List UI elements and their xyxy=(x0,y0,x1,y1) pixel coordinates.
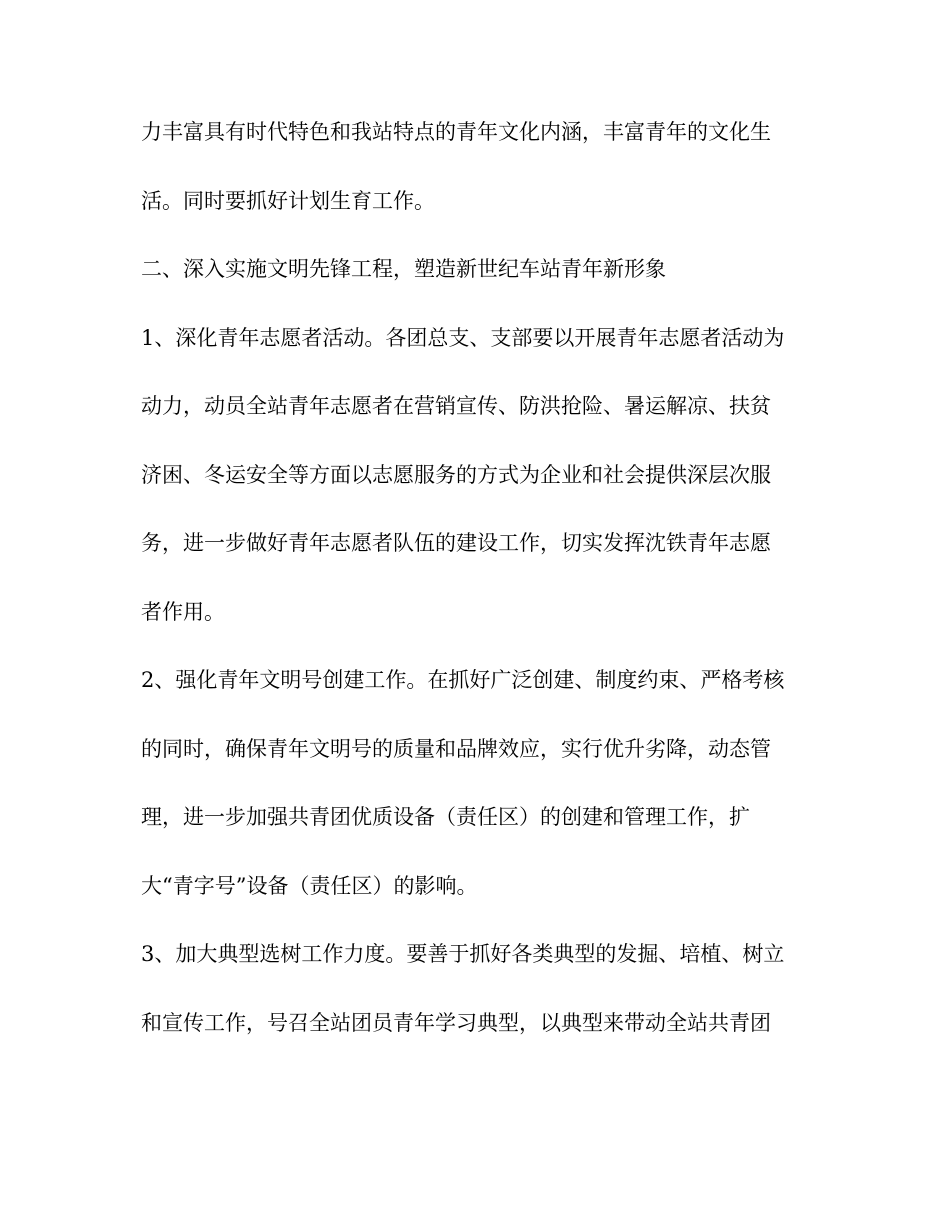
text-line: 的同时，确保青年文明号的质量和品牌效应，实行优升劣降，动态管 xyxy=(141,736,771,761)
text-line: 1、深化青年志愿者活动。各团总支、支部要以开展青年志愿者活动为 xyxy=(141,325,785,350)
section-heading: 二、深入实施文明先锋工程，塑造新世纪车站青年新形象 xyxy=(141,257,666,281)
text-line: 济困、冬运安全等方面以志愿服务的方式为企业和社会提供深层次服 xyxy=(141,462,771,487)
text-line: 理，进一步加强共青团优质设备（责任区）的创建和管理工作，扩 xyxy=(141,805,750,829)
text-line: 力丰富具有时代特色和我站特点的青年文化内涵，丰富青年的文化生 xyxy=(141,120,771,144)
text-line: 大“青字号”设备（责任区）的影响。 xyxy=(141,873,478,898)
text-line: 动力，动员全站青年志愿者在营销宣传、防洪抢险、暑运解凉、扶贫 xyxy=(141,394,771,418)
text-line: 和宣传工作，号召全站团员青年学习典型，以典型来带动全站共青团 xyxy=(141,1010,771,1035)
text-line: 3、加大典型选树工作力度。要善于抓好各类典型的发掘、培植、树立 xyxy=(141,942,785,966)
text-line: 活。同时要抓好计划生育工作。 xyxy=(141,188,435,213)
text-line: 者作用。 xyxy=(141,599,225,624)
text-line: 2、强化青年文明号创建工作。在抓好广泛创建、制度约束、严格考核 xyxy=(141,668,785,692)
text-line: 务，进一步做好青年志愿者队伍的建设工作，切实发挥沈铁青年志愿 xyxy=(141,531,771,555)
document-body xyxy=(141,122,821,1081)
